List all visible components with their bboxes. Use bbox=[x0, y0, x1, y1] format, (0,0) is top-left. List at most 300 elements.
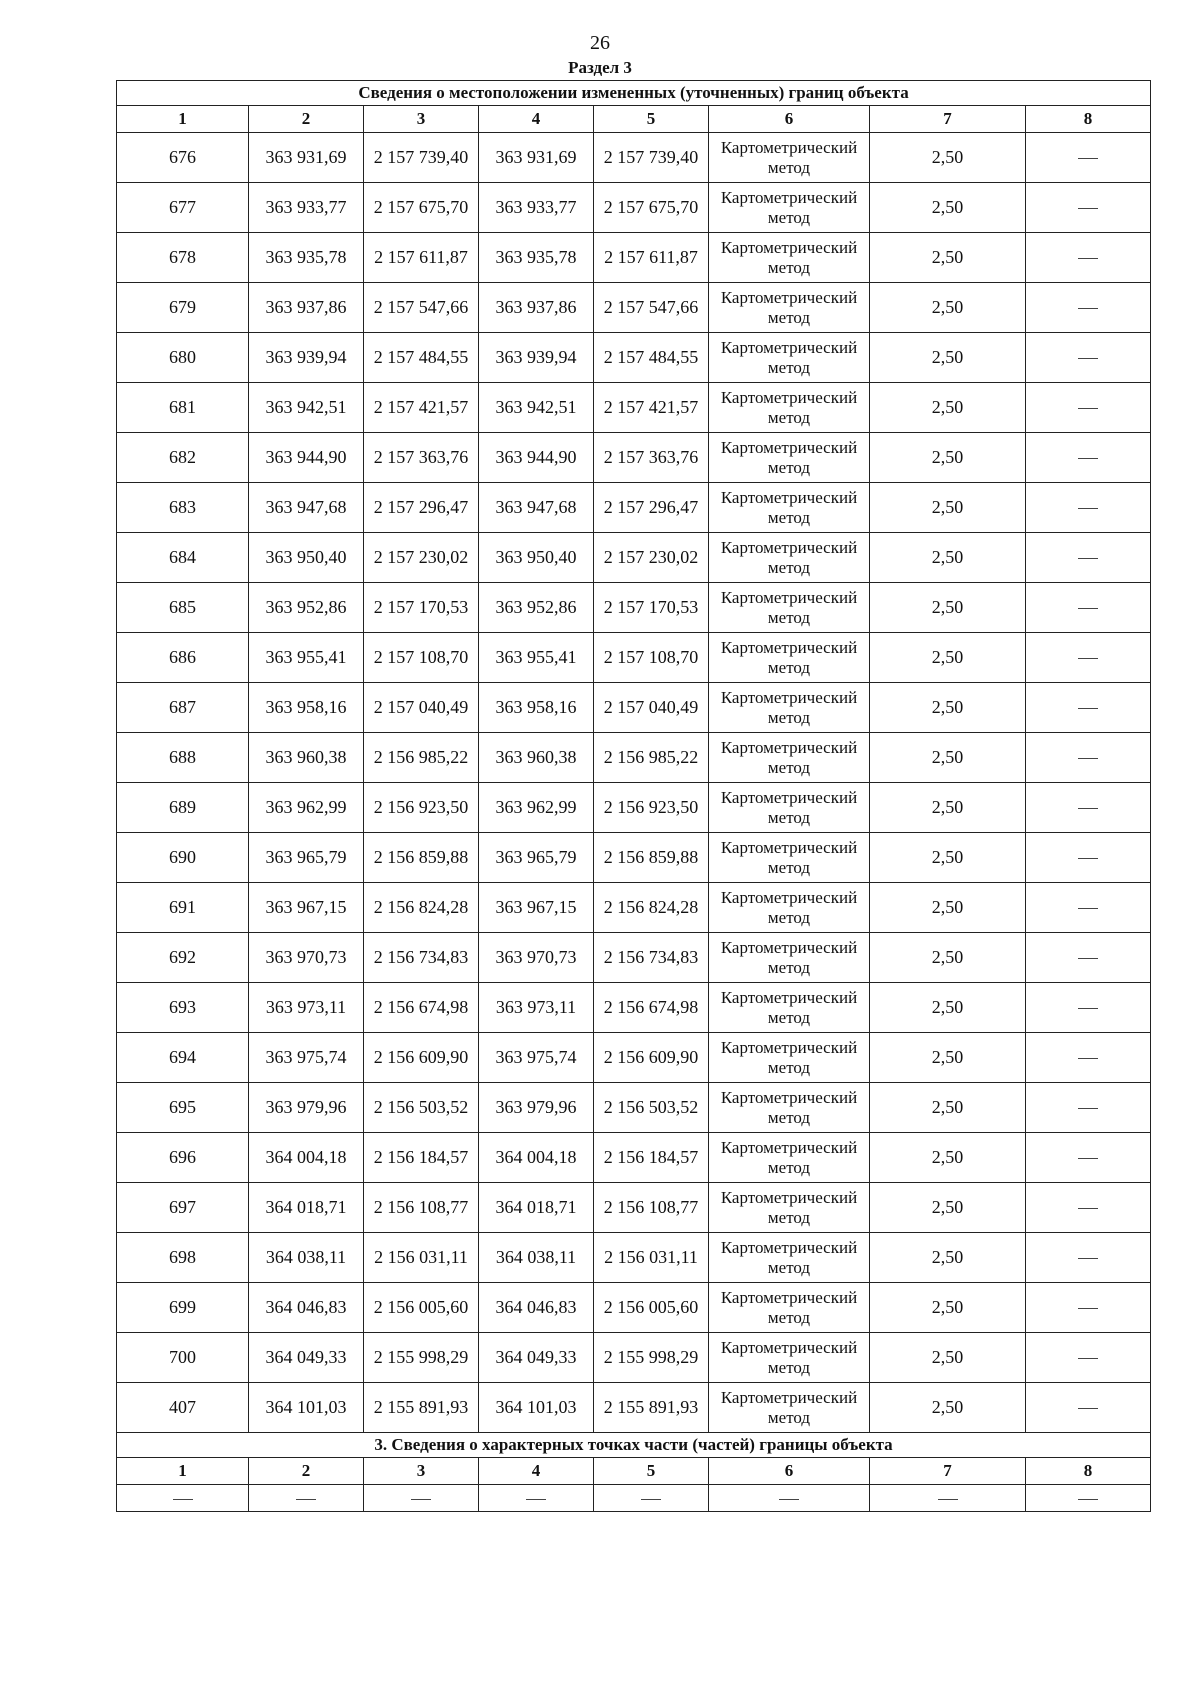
point-number-cell: 692 bbox=[117, 933, 249, 983]
point-number-cell: 687 bbox=[117, 683, 249, 733]
method-cell: Картометрический метод bbox=[709, 1383, 870, 1433]
dash-mark bbox=[1078, 458, 1098, 459]
column-number: 2 bbox=[249, 1458, 364, 1485]
method-cell: Картометрический метод bbox=[709, 533, 870, 583]
dash-mark bbox=[1078, 908, 1098, 909]
dash-mark bbox=[1078, 1208, 1098, 1209]
note-cell bbox=[1026, 633, 1151, 683]
y-old-cell: 2 156 609,90 bbox=[364, 1033, 479, 1083]
point-number-cell: 682 bbox=[117, 433, 249, 483]
subsection-cell bbox=[870, 1485, 1026, 1512]
accuracy-cell: 2,50 bbox=[870, 233, 1026, 283]
y-old-cell: 2 157 363,76 bbox=[364, 433, 479, 483]
x-old-cell: 363 979,96 bbox=[249, 1083, 364, 1133]
y-old-cell: 2 157 484,55 bbox=[364, 333, 479, 383]
point-number-cell: 407 bbox=[117, 1383, 249, 1433]
dash-mark bbox=[1078, 758, 1098, 759]
subsection-cell bbox=[364, 1485, 479, 1512]
table-row bbox=[117, 1383, 1151, 1433]
accuracy-cell: 2,50 bbox=[870, 383, 1026, 433]
x-new-cell: 363 944,90 bbox=[479, 433, 594, 483]
accuracy-cell: 2,50 bbox=[870, 1133, 1026, 1183]
accuracy-cell: 2,50 bbox=[870, 883, 1026, 933]
dash-mark bbox=[1078, 1108, 1098, 1109]
y-new-cell: 2 157 230,02 bbox=[594, 533, 709, 583]
table-row bbox=[117, 633, 1151, 683]
dash-mark bbox=[938, 1499, 958, 1500]
x-old-cell: 363 942,51 bbox=[249, 383, 364, 433]
y-new-cell: 2 157 421,57 bbox=[594, 383, 709, 433]
subsection-cell bbox=[594, 1485, 709, 1512]
subsection-caption-row bbox=[117, 1433, 1151, 1458]
note-cell bbox=[1026, 283, 1151, 333]
column-number: 4 bbox=[479, 106, 594, 133]
y-old-cell: 2 157 230,02 bbox=[364, 533, 479, 583]
x-new-cell: 363 937,86 bbox=[479, 283, 594, 333]
method-cell: Картометрический метод bbox=[709, 783, 870, 833]
y-old-cell: 2 157 296,47 bbox=[364, 483, 479, 533]
note-cell bbox=[1026, 733, 1151, 783]
note-cell bbox=[1026, 833, 1151, 883]
x-old-cell: 363 933,77 bbox=[249, 183, 364, 233]
method-cell: Картометрический метод bbox=[709, 1033, 870, 1083]
point-number-cell: 693 bbox=[117, 983, 249, 1033]
y-old-cell: 2 156 923,50 bbox=[364, 783, 479, 833]
dash-mark bbox=[1078, 658, 1098, 659]
table-row bbox=[117, 733, 1151, 783]
y-old-cell: 2 156 184,57 bbox=[364, 1133, 479, 1183]
x-new-cell: 363 955,41 bbox=[479, 633, 594, 683]
x-old-cell: 363 955,41 bbox=[249, 633, 364, 683]
point-number-cell: 700 bbox=[117, 1333, 249, 1383]
accuracy-cell: 2,50 bbox=[870, 583, 1026, 633]
subsection-row bbox=[117, 1485, 1151, 1512]
table-row bbox=[117, 233, 1151, 283]
x-new-cell: 363 950,40 bbox=[479, 533, 594, 583]
y-new-cell: 2 157 484,55 bbox=[594, 333, 709, 383]
point-number-cell: 699 bbox=[117, 1283, 249, 1333]
x-old-cell: 364 101,03 bbox=[249, 1383, 364, 1433]
method-cell: Картометрический метод bbox=[709, 933, 870, 983]
table-row bbox=[117, 783, 1151, 833]
y-old-cell: 2 157 611,87 bbox=[364, 233, 479, 283]
dash-mark bbox=[1078, 808, 1098, 809]
accuracy-cell: 2,50 bbox=[870, 683, 1026, 733]
dash-mark bbox=[526, 1499, 546, 1500]
note-cell bbox=[1026, 533, 1151, 583]
y-old-cell: 2 156 674,98 bbox=[364, 983, 479, 1033]
method-cell: Картометрический метод bbox=[709, 633, 870, 683]
y-new-cell: 2 155 998,29 bbox=[594, 1333, 709, 1383]
x-old-cell: 363 935,78 bbox=[249, 233, 364, 283]
x-new-cell: 363 979,96 bbox=[479, 1083, 594, 1133]
y-new-cell: 2 156 031,11 bbox=[594, 1233, 709, 1283]
x-old-cell: 363 947,68 bbox=[249, 483, 364, 533]
x-new-cell: 363 933,77 bbox=[479, 183, 594, 233]
point-number-cell: 694 bbox=[117, 1033, 249, 1083]
dash-mark bbox=[1078, 258, 1098, 259]
dash-mark bbox=[1078, 558, 1098, 559]
subsection-column-number-row bbox=[117, 1458, 1151, 1485]
dash-mark bbox=[1078, 1308, 1098, 1309]
note-cell bbox=[1026, 983, 1151, 1033]
x-old-cell: 363 937,86 bbox=[249, 283, 364, 333]
x-new-cell: 363 947,68 bbox=[479, 483, 594, 533]
x-new-cell: 364 049,33 bbox=[479, 1333, 594, 1383]
column-number: 2 bbox=[249, 106, 364, 133]
y-new-cell: 2 156 674,98 bbox=[594, 983, 709, 1033]
point-number-cell: 698 bbox=[117, 1233, 249, 1283]
note-cell bbox=[1026, 1333, 1151, 1383]
table-row bbox=[117, 1333, 1151, 1383]
point-number-cell: 681 bbox=[117, 383, 249, 433]
note-cell bbox=[1026, 583, 1151, 633]
table-row bbox=[117, 483, 1151, 533]
dash-mark bbox=[296, 1499, 316, 1500]
y-new-cell: 2 156 859,88 bbox=[594, 833, 709, 883]
x-new-cell: 363 975,74 bbox=[479, 1033, 594, 1083]
accuracy-cell: 2,50 bbox=[870, 633, 1026, 683]
accuracy-cell: 2,50 bbox=[870, 733, 1026, 783]
table-row bbox=[117, 383, 1151, 433]
column-number: 8 bbox=[1026, 106, 1151, 133]
column-number: 5 bbox=[594, 106, 709, 133]
method-cell: Картометрический метод bbox=[709, 1283, 870, 1333]
note-cell bbox=[1026, 883, 1151, 933]
column-number: 4 bbox=[479, 1458, 594, 1485]
section-title: Раздел 3 bbox=[568, 58, 632, 77]
point-number-cell: 689 bbox=[117, 783, 249, 833]
table-row bbox=[117, 183, 1151, 233]
x-new-cell: 364 004,18 bbox=[479, 1133, 594, 1183]
table-row bbox=[117, 833, 1151, 883]
method-cell: Картометрический метод bbox=[709, 1083, 870, 1133]
y-new-cell: 2 157 547,66 bbox=[594, 283, 709, 333]
y-new-cell: 2 157 611,87 bbox=[594, 233, 709, 283]
note-cell bbox=[1026, 933, 1151, 983]
note-cell bbox=[1026, 1133, 1151, 1183]
dash-mark bbox=[1078, 158, 1098, 159]
accuracy-cell: 2,50 bbox=[870, 133, 1026, 183]
method-cell: Картометрический метод bbox=[709, 983, 870, 1033]
method-cell: Картометрический метод bbox=[709, 683, 870, 733]
x-old-cell: 363 931,69 bbox=[249, 133, 364, 183]
y-new-cell: 2 156 985,22 bbox=[594, 733, 709, 783]
y-old-cell: 2 157 547,66 bbox=[364, 283, 479, 333]
note-cell bbox=[1026, 133, 1151, 183]
x-old-cell: 363 973,11 bbox=[249, 983, 364, 1033]
x-old-cell: 364 004,18 bbox=[249, 1133, 364, 1183]
dash-mark bbox=[1078, 508, 1098, 509]
note-cell bbox=[1026, 483, 1151, 533]
x-old-cell: 363 965,79 bbox=[249, 833, 364, 883]
point-number-cell: 678 bbox=[117, 233, 249, 283]
y-new-cell: 2 156 609,90 bbox=[594, 1033, 709, 1083]
subsection-cell bbox=[479, 1485, 594, 1512]
x-new-cell: 363 935,78 bbox=[479, 233, 594, 283]
y-old-cell: 2 157 421,57 bbox=[364, 383, 479, 433]
note-cell bbox=[1026, 1383, 1151, 1433]
x-new-cell: 364 038,11 bbox=[479, 1233, 594, 1283]
subsection-caption: 3. Сведения о характерных точках части (частей) границы объекта bbox=[117, 1433, 1151, 1458]
method-cell: Картометрический метод bbox=[709, 833, 870, 883]
table-row bbox=[117, 433, 1151, 483]
x-new-cell: 363 942,51 bbox=[479, 383, 594, 433]
dash-mark bbox=[411, 1499, 431, 1500]
column-number: 5 bbox=[594, 1458, 709, 1485]
table-row bbox=[117, 1083, 1151, 1133]
x-new-cell: 363 965,79 bbox=[479, 833, 594, 883]
dash-mark bbox=[779, 1499, 799, 1500]
accuracy-cell: 2,50 bbox=[870, 1083, 1026, 1133]
accuracy-cell: 2,50 bbox=[870, 533, 1026, 583]
x-old-cell: 363 962,99 bbox=[249, 783, 364, 833]
column-number: 1 bbox=[117, 106, 249, 133]
point-number-cell: 690 bbox=[117, 833, 249, 883]
subsection-cell bbox=[1026, 1485, 1151, 1512]
point-number-cell: 685 bbox=[117, 583, 249, 633]
table-row bbox=[117, 983, 1151, 1033]
x-old-cell: 364 049,33 bbox=[249, 1333, 364, 1383]
dash-mark bbox=[1078, 1499, 1098, 1500]
y-new-cell: 2 157 296,47 bbox=[594, 483, 709, 533]
table-row bbox=[117, 683, 1151, 733]
dash-mark bbox=[1078, 858, 1098, 859]
y-new-cell: 2 157 040,49 bbox=[594, 683, 709, 733]
y-old-cell: 2 156 005,60 bbox=[364, 1283, 479, 1333]
accuracy-cell: 2,50 bbox=[870, 1183, 1026, 1233]
y-new-cell: 2 156 923,50 bbox=[594, 783, 709, 833]
table-caption: Сведения о местоположении измененных (уточненных) границ объекта bbox=[117, 81, 1151, 106]
boundary-table bbox=[116, 80, 1151, 1512]
y-new-cell: 2 156 734,83 bbox=[594, 933, 709, 983]
method-cell: Картометрический метод bbox=[709, 233, 870, 283]
note-cell bbox=[1026, 1183, 1151, 1233]
method-cell: Картометрический метод bbox=[709, 433, 870, 483]
x-new-cell: 364 046,83 bbox=[479, 1283, 594, 1333]
table-row bbox=[117, 1233, 1151, 1283]
y-new-cell: 2 157 108,70 bbox=[594, 633, 709, 683]
x-old-cell: 363 944,90 bbox=[249, 433, 364, 483]
x-old-cell: 363 960,38 bbox=[249, 733, 364, 783]
column-number: 7 bbox=[870, 1458, 1026, 1485]
accuracy-cell: 2,50 bbox=[870, 933, 1026, 983]
y-old-cell: 2 157 170,53 bbox=[364, 583, 479, 633]
dash-mark bbox=[1078, 1358, 1098, 1359]
point-number-cell: 697 bbox=[117, 1183, 249, 1233]
dash-mark bbox=[1078, 408, 1098, 409]
table-row bbox=[117, 133, 1151, 183]
y-new-cell: 2 156 108,77 bbox=[594, 1183, 709, 1233]
table-row bbox=[117, 533, 1151, 583]
note-cell bbox=[1026, 1083, 1151, 1133]
accuracy-cell: 2,50 bbox=[870, 783, 1026, 833]
y-old-cell: 2 157 108,70 bbox=[364, 633, 479, 683]
x-old-cell: 363 975,74 bbox=[249, 1033, 364, 1083]
y-old-cell: 2 156 031,11 bbox=[364, 1233, 479, 1283]
x-old-cell: 363 950,40 bbox=[249, 533, 364, 583]
column-number: 7 bbox=[870, 106, 1026, 133]
dash-mark bbox=[1078, 358, 1098, 359]
point-number-cell: 695 bbox=[117, 1083, 249, 1133]
accuracy-cell: 2,50 bbox=[870, 1233, 1026, 1283]
accuracy-cell: 2,50 bbox=[870, 1033, 1026, 1083]
dash-mark bbox=[1078, 608, 1098, 609]
dash-mark bbox=[1078, 1258, 1098, 1259]
point-number-cell: 696 bbox=[117, 1133, 249, 1183]
dash-mark bbox=[1078, 958, 1098, 959]
note-cell bbox=[1026, 333, 1151, 383]
point-number-cell: 688 bbox=[117, 733, 249, 783]
column-number: 3 bbox=[364, 106, 479, 133]
table-row bbox=[117, 933, 1151, 983]
x-new-cell: 363 958,16 bbox=[479, 683, 594, 733]
y-new-cell: 2 156 005,60 bbox=[594, 1283, 709, 1333]
accuracy-cell: 2,50 bbox=[870, 833, 1026, 883]
y-new-cell: 2 156 824,28 bbox=[594, 883, 709, 933]
method-cell: Картометрический метод bbox=[709, 333, 870, 383]
method-cell: Картометрический метод bbox=[709, 183, 870, 233]
y-old-cell: 2 156 734,83 bbox=[364, 933, 479, 983]
table-row bbox=[117, 1033, 1151, 1083]
x-new-cell: 363 962,99 bbox=[479, 783, 594, 833]
method-cell: Картометрический метод bbox=[709, 1183, 870, 1233]
y-new-cell: 2 156 503,52 bbox=[594, 1083, 709, 1133]
y-old-cell: 2 157 739,40 bbox=[364, 133, 479, 183]
method-cell: Картометрический метод bbox=[709, 883, 870, 933]
note-cell bbox=[1026, 433, 1151, 483]
note-cell bbox=[1026, 1233, 1151, 1283]
note-cell bbox=[1026, 783, 1151, 833]
column-number: 1 bbox=[117, 1458, 249, 1485]
point-number-cell: 691 bbox=[117, 883, 249, 933]
subsection-cell bbox=[249, 1485, 364, 1512]
note-cell bbox=[1026, 233, 1151, 283]
accuracy-cell: 2,50 bbox=[870, 1333, 1026, 1383]
subsection-cell bbox=[117, 1485, 249, 1512]
dash-mark bbox=[1078, 1158, 1098, 1159]
page-number: 26 bbox=[590, 32, 610, 54]
method-cell: Картометрический метод bbox=[709, 583, 870, 633]
y-old-cell: 2 155 998,29 bbox=[364, 1333, 479, 1383]
x-old-cell: 364 038,11 bbox=[249, 1233, 364, 1283]
dash-mark bbox=[1078, 1008, 1098, 1009]
accuracy-cell: 2,50 bbox=[870, 283, 1026, 333]
accuracy-cell: 2,50 bbox=[870, 983, 1026, 1033]
point-number-cell: 683 bbox=[117, 483, 249, 533]
y-new-cell: 2 157 675,70 bbox=[594, 183, 709, 233]
accuracy-cell: 2,50 bbox=[870, 433, 1026, 483]
table-row bbox=[117, 333, 1151, 383]
y-new-cell: 2 156 184,57 bbox=[594, 1133, 709, 1183]
column-number-row bbox=[117, 106, 1151, 133]
note-cell bbox=[1026, 1283, 1151, 1333]
accuracy-cell: 2,50 bbox=[870, 1383, 1026, 1433]
dash-mark bbox=[1078, 308, 1098, 309]
x-old-cell: 363 967,15 bbox=[249, 883, 364, 933]
dash-mark bbox=[1078, 708, 1098, 709]
point-number-cell: 680 bbox=[117, 333, 249, 383]
note-cell bbox=[1026, 1033, 1151, 1083]
subsection-cell bbox=[709, 1485, 870, 1512]
table-caption-row bbox=[117, 81, 1151, 106]
method-cell: Картометрический метод bbox=[709, 483, 870, 533]
column-number: 6 bbox=[709, 1458, 870, 1485]
column-number: 6 bbox=[709, 106, 870, 133]
x-new-cell: 363 970,73 bbox=[479, 933, 594, 983]
table-row bbox=[117, 1283, 1151, 1333]
method-cell: Картометрический метод bbox=[709, 1133, 870, 1183]
y-old-cell: 2 155 891,93 bbox=[364, 1383, 479, 1433]
x-old-cell: 363 958,16 bbox=[249, 683, 364, 733]
x-new-cell: 363 931,69 bbox=[479, 133, 594, 183]
x-old-cell: 363 970,73 bbox=[249, 933, 364, 983]
note-cell bbox=[1026, 383, 1151, 433]
method-cell: Картометрический метод bbox=[709, 1233, 870, 1283]
x-new-cell: 363 973,11 bbox=[479, 983, 594, 1033]
table-row bbox=[117, 1183, 1151, 1233]
note-cell bbox=[1026, 183, 1151, 233]
method-cell: Картометрический метод bbox=[709, 283, 870, 333]
x-old-cell: 364 018,71 bbox=[249, 1183, 364, 1233]
note-cell bbox=[1026, 683, 1151, 733]
y-old-cell: 2 157 040,49 bbox=[364, 683, 479, 733]
y-new-cell: 2 157 739,40 bbox=[594, 133, 709, 183]
method-cell: Картометрический метод bbox=[709, 133, 870, 183]
y-new-cell: 2 155 891,93 bbox=[594, 1383, 709, 1433]
method-cell: Картометрический метод bbox=[709, 1333, 870, 1383]
y-new-cell: 2 157 363,76 bbox=[594, 433, 709, 483]
dash-mark bbox=[1078, 208, 1098, 209]
dash-mark bbox=[173, 1499, 193, 1500]
accuracy-cell: 2,50 bbox=[870, 333, 1026, 383]
dash-mark bbox=[1078, 1058, 1098, 1059]
x-old-cell: 363 952,86 bbox=[249, 583, 364, 633]
x-new-cell: 363 952,86 bbox=[479, 583, 594, 633]
dash-mark bbox=[641, 1499, 661, 1500]
x-new-cell: 363 967,15 bbox=[479, 883, 594, 933]
x-old-cell: 364 046,83 bbox=[249, 1283, 364, 1333]
x-old-cell: 363 939,94 bbox=[249, 333, 364, 383]
x-new-cell: 364 101,03 bbox=[479, 1383, 594, 1433]
table-row bbox=[117, 583, 1151, 633]
accuracy-cell: 2,50 bbox=[870, 483, 1026, 533]
y-old-cell: 2 156 503,52 bbox=[364, 1083, 479, 1133]
table-row bbox=[117, 1133, 1151, 1183]
dash-mark bbox=[1078, 1408, 1098, 1409]
method-cell: Картометрический метод bbox=[709, 733, 870, 783]
x-new-cell: 364 018,71 bbox=[479, 1183, 594, 1233]
point-number-cell: 679 bbox=[117, 283, 249, 333]
y-old-cell: 2 156 859,88 bbox=[364, 833, 479, 883]
accuracy-cell: 2,50 bbox=[870, 183, 1026, 233]
y-old-cell: 2 156 108,77 bbox=[364, 1183, 479, 1233]
point-number-cell: 686 bbox=[117, 633, 249, 683]
x-new-cell: 363 960,38 bbox=[479, 733, 594, 783]
method-cell: Картометрический метод bbox=[709, 383, 870, 433]
accuracy-cell: 2,50 bbox=[870, 1283, 1026, 1333]
y-old-cell: 2 156 824,28 bbox=[364, 883, 479, 933]
y-new-cell: 2 157 170,53 bbox=[594, 583, 709, 633]
column-number: 8 bbox=[1026, 1458, 1151, 1485]
table-row bbox=[117, 283, 1151, 333]
x-new-cell: 363 939,94 bbox=[479, 333, 594, 383]
y-old-cell: 2 157 675,70 bbox=[364, 183, 479, 233]
y-old-cell: 2 156 985,22 bbox=[364, 733, 479, 783]
point-number-cell: 684 bbox=[117, 533, 249, 583]
table-row bbox=[117, 883, 1151, 933]
column-number: 3 bbox=[364, 1458, 479, 1485]
